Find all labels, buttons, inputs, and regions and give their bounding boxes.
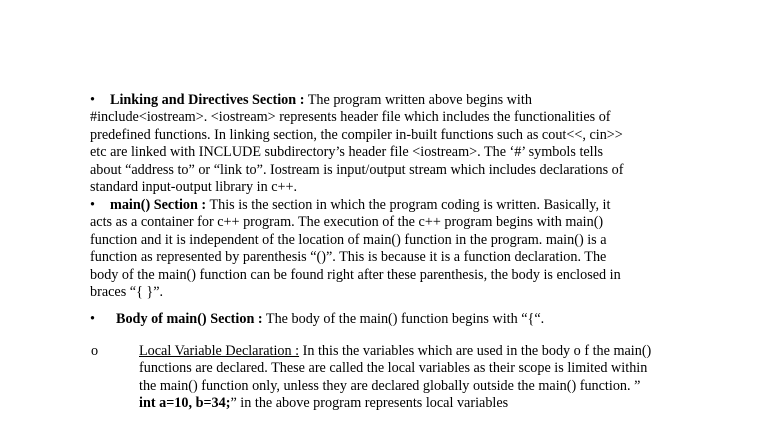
bullet-icon: • [90,92,95,108]
section-heading: Linking and Directives Section : [110,92,305,108]
section-heading: Body of main() Section : [116,311,263,327]
section-text: The body of the main() function begins with “{“. [262,311,545,327]
section-main [90,197,635,301]
subsection-text-end: ” in the above program represents local variables [230,395,509,412]
sub-bullet-icon: o [91,343,99,359]
section-body-of-main [90,311,635,328]
subsection-heading: Local Variable Declaration : [139,343,300,359]
section-text: This is the section in which the program coding is written. Basically, it acts as a container for c++ program. The execution of the c++ program begins with main() function and it is independent of the location of main() function in the program. main() is a function as represented by parenthesis “()”. This is because it is a function declaration. The body of the main() function can be found right after these parenthesis, the body is enclosed in braces “{ }”. [90,197,621,301]
section-heading: main() Section : [110,197,207,213]
bullet-icon: • [90,197,95,213]
code-snippet: int a=10, b=34; [139,395,231,412]
subsection-text: In this the variables which are used in the body o f the main() functions are declared. These are called the local variables as their scope is limited within the main() function only, unless they are declared globally outside the main() function. ” [139,343,652,394]
subsection-local-variable-declaration [91,343,659,413]
section-text: The program written above begins with #include<iostream>. <iostream> represents header file which includes the functionalities of predefined functions. In linking section, the compiler in-built functions such as cout<<, cin>> etc are linked with INCLUDE subdirectory’s header file <iostream>. The ‘#’ symbols tells about “address to” or “link to”. Iostream is input/output stream which includes declarations of standard input-output library in c++. [90,92,624,196]
section-linking-directives [90,92,635,196]
bullet-icon: • [90,311,95,327]
